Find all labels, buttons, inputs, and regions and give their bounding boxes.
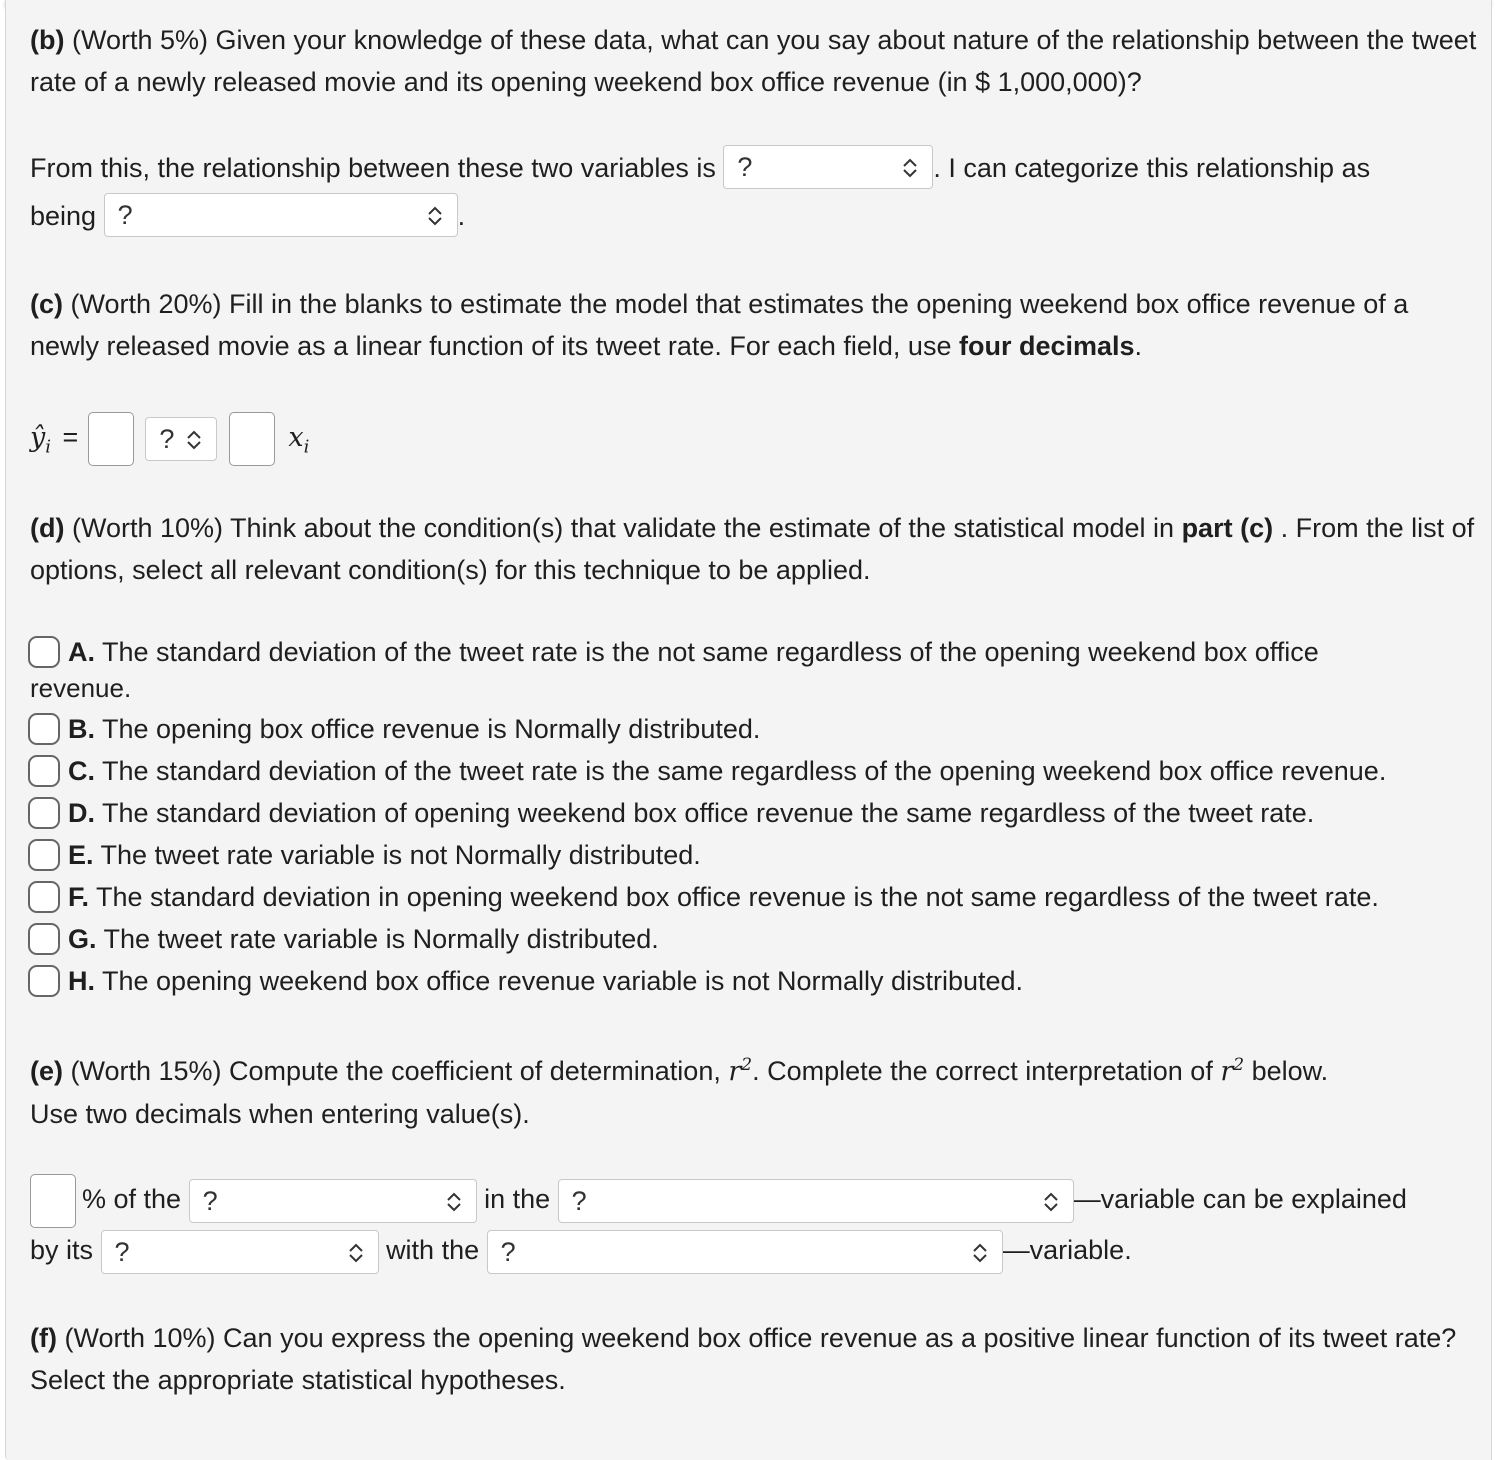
- option-text: The tweet rate variable is Normally distributed.: [96, 924, 659, 954]
- response-variable-select-value: ?: [571, 1185, 587, 1216]
- part-b-answer-line1: [30, 147, 1480, 189]
- part-e-answer-line1: [30, 1171, 1480, 1228]
- in-the-text: in the: [484, 1184, 551, 1214]
- checkbox[interactable]: [28, 881, 60, 913]
- option-e[interactable]: [28, 834, 701, 876]
- option-b[interactable]: [28, 708, 760, 750]
- option-letter: F.: [68, 882, 90, 912]
- part-f-label: (f): [30, 1323, 57, 1353]
- r-squared-percent-input[interactable]: [30, 1174, 76, 1228]
- part-b-text: (Worth 5%) Given your knowledge of these data, what can you say about nature of the relationship between the tweet rate of a newly released movie and its opening weekend box office revenue (in $ 1,000,000)?: [30, 25, 1477, 97]
- part-f-text: (Worth 10%) Can you express the opening weekend box office revenue as a positive linear function of its tweet rate? Select the appropriate statistical hypotheses.: [30, 1323, 1457, 1395]
- with-the-text: with the: [386, 1235, 480, 1265]
- option-letter: E.: [68, 840, 94, 870]
- y-hat-symbol: $ŷ_i$: [30, 422, 52, 458]
- part-b-answer-line2: [30, 195, 1480, 237]
- part-e-answer-line2: [30, 1227, 1480, 1274]
- chevron-updown-icon: [346, 1231, 366, 1273]
- part-b-sentence-mid: . I can categorize this relationship as: [933, 153, 1371, 183]
- chevron-updown-icon: [970, 1231, 990, 1273]
- option-a-continuation: revenue.: [30, 673, 132, 703]
- chevron-updown-icon: [425, 194, 445, 236]
- by-its-text: by its: [30, 1235, 94, 1265]
- option-a[interactable]: [28, 631, 1319, 673]
- part-b-period: .: [457, 201, 466, 231]
- relationship-type-select-value: ?: [114, 1236, 130, 1267]
- checkbox[interactable]: [28, 755, 60, 787]
- part-d-post: . From the list of options, select all relevant condition(s) for this technique to be applied.: [30, 513, 1475, 585]
- option-letter: H.: [68, 966, 95, 996]
- option-text: The standard deviation of the tweet rate is the same regardless of the opening weekend box office revenue.: [95, 756, 1387, 786]
- option-d[interactable]: [28, 792, 1314, 834]
- sign-select[interactable]: [145, 417, 217, 461]
- checkbox[interactable]: [28, 839, 60, 871]
- variable-explained-text: —variable can be explained: [1073, 1184, 1407, 1214]
- part-d-question: [30, 507, 1480, 591]
- option-text: The standard deviation of the tweet rate is the not same regardless of the opening weekend box office: [95, 637, 1319, 667]
- checkbox[interactable]: [28, 713, 60, 745]
- part-b-being: being: [30, 201, 97, 231]
- intercept-input[interactable]: [88, 412, 134, 466]
- chevron-updown-icon: [184, 418, 204, 460]
- option-text: The opening box office revenue is Normally distributed.: [95, 714, 761, 744]
- variation-select-value: ?: [202, 1185, 218, 1216]
- option-g[interactable]: [28, 918, 659, 960]
- part-b-label: (b): [30, 25, 65, 55]
- sign-select-value: ?: [159, 423, 175, 454]
- variation-select[interactable]: [189, 1179, 477, 1223]
- option-text: The standard deviation of opening weekend box office revenue the same regardless of the tweet rate.: [95, 798, 1315, 828]
- checkbox[interactable]: [28, 636, 60, 668]
- option-letter: D.: [68, 798, 95, 828]
- part-c-label: (c): [30, 289, 63, 319]
- part-e-label: (e): [30, 1056, 63, 1086]
- checkbox[interactable]: [28, 923, 60, 955]
- relationship-select-value: ?: [737, 151, 753, 182]
- regression-equation: [30, 410, 1480, 474]
- part-f-question: [30, 1317, 1480, 1401]
- part-e-text: (Worth 15%) Compute the coefficient of determination,: [63, 1056, 729, 1086]
- option-h[interactable]: [28, 960, 1023, 1002]
- part-e-question: [30, 1044, 1480, 1135]
- response-variable-select[interactable]: [558, 1179, 1074, 1223]
- part-b-question: [30, 19, 1480, 103]
- part-d-text: (Worth 10%) Think about the condition(s) that validate the estimate of the statistical model in: [64, 513, 1182, 543]
- variable-end-text: —variable.: [1002, 1235, 1132, 1265]
- option-c[interactable]: [28, 750, 1386, 792]
- part-c-post: .: [1134, 331, 1143, 361]
- pct-of-the-text: % of the: [82, 1184, 182, 1214]
- chevron-updown-icon: [444, 1180, 464, 1222]
- part-d-bold: part (c): [1181, 513, 1274, 543]
- explanatory-variable-select-value: ?: [500, 1236, 516, 1267]
- category-select[interactable]: [104, 193, 458, 237]
- category-select-value: ?: [117, 199, 133, 230]
- equals-sign: =: [62, 422, 79, 452]
- part-c-bold: four decimals: [958, 331, 1135, 361]
- option-f[interactable]: [28, 876, 1379, 918]
- relationship-type-select[interactable]: [101, 1230, 379, 1274]
- part-e-line2: Use two decimals when entering value(s).: [30, 1099, 530, 1129]
- x-i-symbol: $x_i$: [288, 422, 310, 458]
- part-e-post: below.: [1244, 1056, 1329, 1086]
- option-letter: B.: [68, 714, 95, 744]
- r-squared-symbol: $r^2$: [728, 1055, 753, 1087]
- r-squared-symbol: $r^2$: [1220, 1055, 1245, 1087]
- option-letter: G.: [68, 924, 97, 954]
- option-letter: A.: [68, 637, 95, 667]
- chevron-updown-icon: [1041, 1180, 1061, 1222]
- part-e-mid: . Complete the correct interpretation of: [752, 1056, 1221, 1086]
- option-letter: C.: [68, 756, 95, 786]
- part-d-label: (d): [30, 513, 65, 543]
- chevron-updown-icon: [900, 146, 920, 188]
- relationship-select[interactable]: [723, 145, 933, 189]
- checkbox[interactable]: [28, 797, 60, 829]
- option-text: The opening weekend box office revenue variable is not Normally distributed.: [95, 966, 1024, 996]
- part-c-question: [30, 283, 1480, 367]
- explanatory-variable-select[interactable]: [487, 1230, 1003, 1274]
- slope-input[interactable]: [229, 412, 275, 466]
- option-text: The tweet rate variable is not Normally distributed.: [93, 840, 701, 870]
- part-b-sentence-start: From this, the relationship between these two variables is: [30, 153, 716, 183]
- checkbox[interactable]: [28, 965, 60, 997]
- part-c-text: (Worth 20%) Fill in the blanks to estimate the model that estimates the opening weekend box office revenue of a newly released movie as a linear function of its tweet rate. For each field, use: [30, 289, 1409, 361]
- option-text: The standard deviation in opening weekend box office revenue is the not same regardless of the tweet rate.: [89, 882, 1379, 912]
